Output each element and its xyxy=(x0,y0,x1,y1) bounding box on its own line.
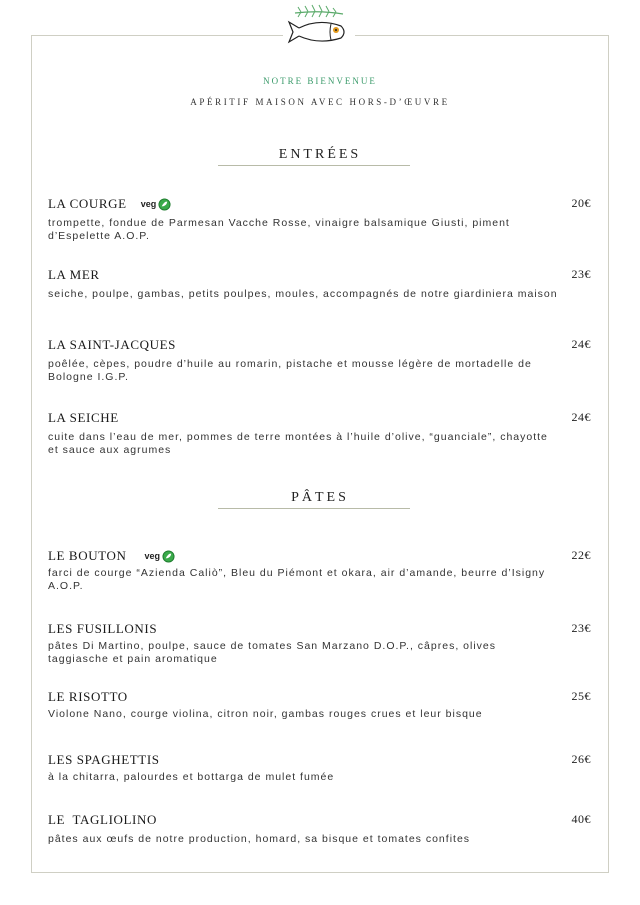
dish-name: LA SAINT-JACQUES xyxy=(48,337,176,353)
dish-price: 20€ xyxy=(571,196,591,210)
section-title-pates: PÂTES xyxy=(291,490,349,505)
dish-price: 24€ xyxy=(571,337,591,351)
dish-name: LE TAGLIOLINO xyxy=(48,812,157,828)
dish-description: pâtes Di Martino, poulpe, sauce de tomates San Marzano D.O.P., câpres, olives taggiasche et pain aromatique xyxy=(48,640,496,665)
menu-item xyxy=(48,195,593,243)
menu-item xyxy=(48,409,593,457)
dish-description: seiche, poulpe, gambas, petits poulpes, moules, accompagnés de notre giardiniera maison xyxy=(48,288,558,300)
aperitif-line: APÉRITIF MAISON AVEC HORS-D’ŒUVRE xyxy=(190,97,450,107)
dish-description: farci de courge “Azienda Caliò”, Bleu du Piémont et okara, air d’amande, beurre d’Isigny A.O.P. xyxy=(48,567,546,592)
menu-item xyxy=(48,811,593,846)
section-title-entrees: ENTRÉES xyxy=(278,147,362,162)
menu-item xyxy=(48,620,593,666)
section-divider xyxy=(218,508,410,509)
dish-name: LES SPAGHETTIS xyxy=(48,752,160,768)
dish-description: cuite dans l’eau de mer, pommes de terre montées à l’huile d’olive, “guanciale”, chayotte et sauce aux agrumes xyxy=(48,431,548,456)
dish-price: 23€ xyxy=(571,621,591,635)
veg-leaf-icon xyxy=(158,198,171,211)
welcome-heading: NOTRE BIENVENUE xyxy=(263,76,377,86)
menu-item xyxy=(48,751,593,784)
section-divider xyxy=(218,165,410,166)
dish-price: 22€ xyxy=(571,548,591,562)
dish-name: LE BOUTON xyxy=(48,548,127,564)
menu-item xyxy=(48,688,593,721)
dish-description: poêlée, cèpes, poudre d’huile au romarin, pistache et mousse légère de mortadelle de Bologne I.G.P. xyxy=(48,358,532,383)
dish-description: pâtes aux œufs de notre production, homard, sa bisque et tomates confites xyxy=(48,833,471,845)
fish-with-leaf-icon xyxy=(283,2,355,48)
dish-description: Violone Nano, courge violina, citron noir, gambas rouges crues et leur bisque xyxy=(48,708,483,720)
menu-item xyxy=(48,547,593,593)
dish-description: à la chitarra, palourdes et bottarga de mulet fumée xyxy=(48,771,335,783)
dish-name: LES FUSILLONIS xyxy=(48,621,158,637)
dish-name: LA MER xyxy=(48,267,100,283)
menu-item xyxy=(48,336,593,384)
veg-badge xyxy=(141,198,172,211)
dish-name: LE RISOTTO xyxy=(48,689,128,705)
dish-price: 23€ xyxy=(571,267,591,281)
dish-price: 40€ xyxy=(571,812,591,826)
dish-name: LA COURGE xyxy=(48,196,127,212)
veg-label: veg xyxy=(144,551,160,562)
veg-badge xyxy=(144,550,175,563)
menu-item xyxy=(48,266,593,301)
dish-name: LA SEICHE xyxy=(48,410,119,426)
dish-price: 24€ xyxy=(571,410,591,424)
veg-leaf-icon xyxy=(162,550,175,563)
dish-description: trompette, fondue de Parmesan Vacche Rosse, vinaigre balsamique Giusti, piment d’Espelette A.O.P. xyxy=(48,217,510,242)
dish-price: 26€ xyxy=(571,752,591,766)
veg-label: veg xyxy=(140,199,157,210)
dish-price: 25€ xyxy=(571,689,591,703)
